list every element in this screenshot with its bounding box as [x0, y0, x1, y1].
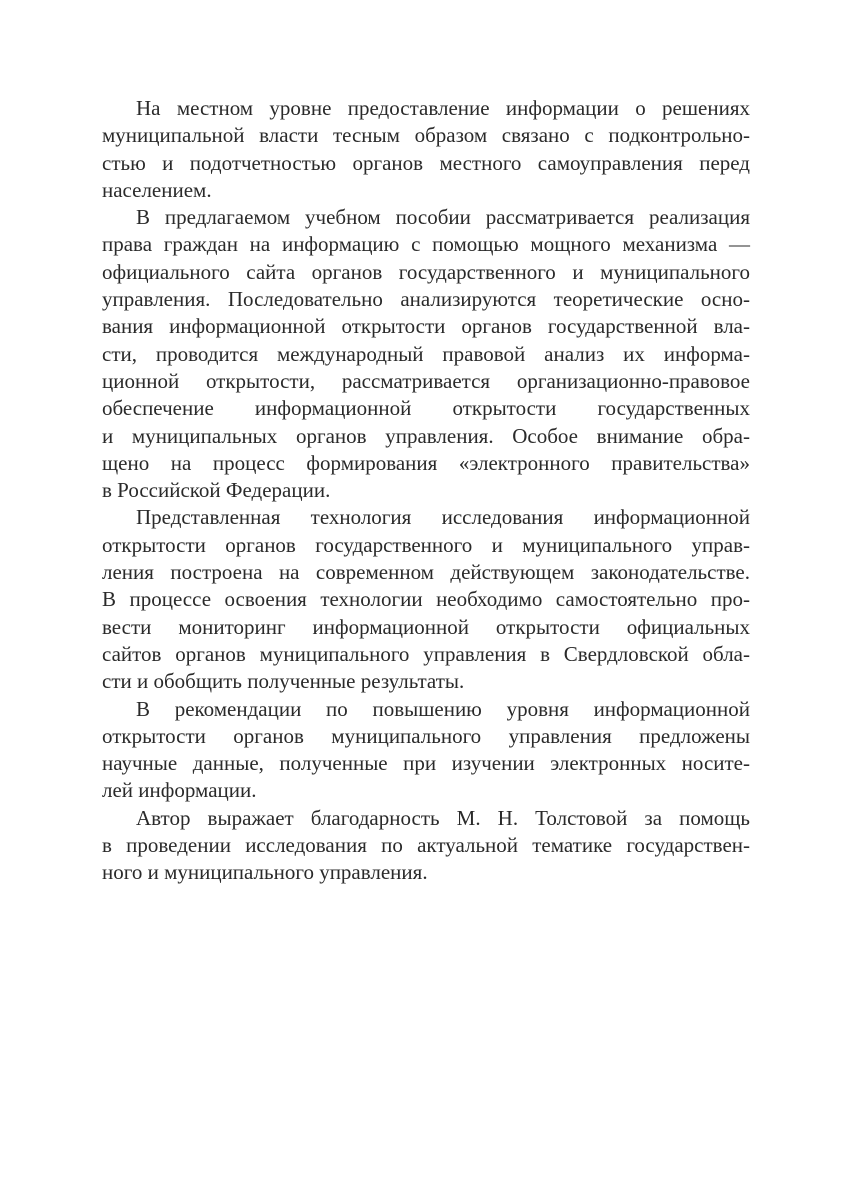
text-line: вести мониторинг информационной открытости официальных: [102, 614, 750, 639]
text-line: В рекомендации по повышению уровня информационной: [136, 696, 750, 721]
text-line: сайтов органов муниципального управления в Свердловской обла-: [102, 641, 750, 666]
text-line: В предлагаемом учебном пособии рассматривается реализация: [136, 205, 750, 230]
text-line: муниципальной власти тесным образом связано с подконтрольно-: [102, 123, 750, 148]
text-line: открытости органов муниципального управления предложены: [102, 723, 750, 748]
text-line: лей информации.: [102, 778, 257, 803]
paragraph-1: [102, 95, 750, 204]
paragraph-3: [102, 504, 750, 695]
text-line: официального сайта органов государственного и муниципального: [102, 259, 750, 284]
text-line: ления построена на современном действующем законодательстве.: [102, 560, 750, 585]
text-line: управления. Последовательно анализируются теоретические осно-: [102, 287, 750, 312]
text-line: населением.: [102, 177, 212, 202]
text-line: права граждан на информацию с помощью мощного механизма —: [102, 232, 750, 257]
paragraph-4: [102, 696, 750, 805]
text-line: обеспечение информационной открытости государственных: [102, 396, 750, 421]
text-line: научные данные, полученные при изучении электронных носите-: [102, 751, 750, 776]
text-line: в Российской Федерации.: [102, 478, 331, 503]
text-line: и муниципальных органов управления. Особое внимание обра-: [102, 423, 750, 448]
text-line: открытости органов государственного и муниципального управ-: [102, 532, 750, 557]
text-line: ного и муниципального управления.: [102, 860, 428, 885]
text-line: сти, проводится международный правовой анализ их информа-: [102, 341, 750, 366]
text-line: щено на процесс формирования «электронного правительства»: [102, 450, 750, 475]
text-line: в проведении исследования по актуальной тематике государствен-: [102, 833, 750, 858]
text-line: стью и подотчетностью органов местного самоуправления перед: [102, 150, 750, 175]
paragraph-5: [102, 805, 750, 887]
text-line: ционной открытости, рассматривается организационно-правовое: [102, 368, 750, 393]
document-page: [102, 95, 750, 887]
paragraph-2: [102, 204, 750, 504]
text-line: Представленная технология исследования информационной: [136, 505, 750, 530]
text-line: сти и обобщить полученные результаты.: [102, 669, 465, 694]
text-line: На местном уровне предоставление информации о решениях: [136, 96, 750, 120]
text-line: В процессе освоения технологии необходимо самостоятельно про-: [102, 587, 750, 612]
text-line: вания информационной открытости органов государственной вла-: [102, 314, 750, 339]
text-line: Автор выражает благодарность М. Н. Толстовой за помощь: [136, 805, 750, 830]
